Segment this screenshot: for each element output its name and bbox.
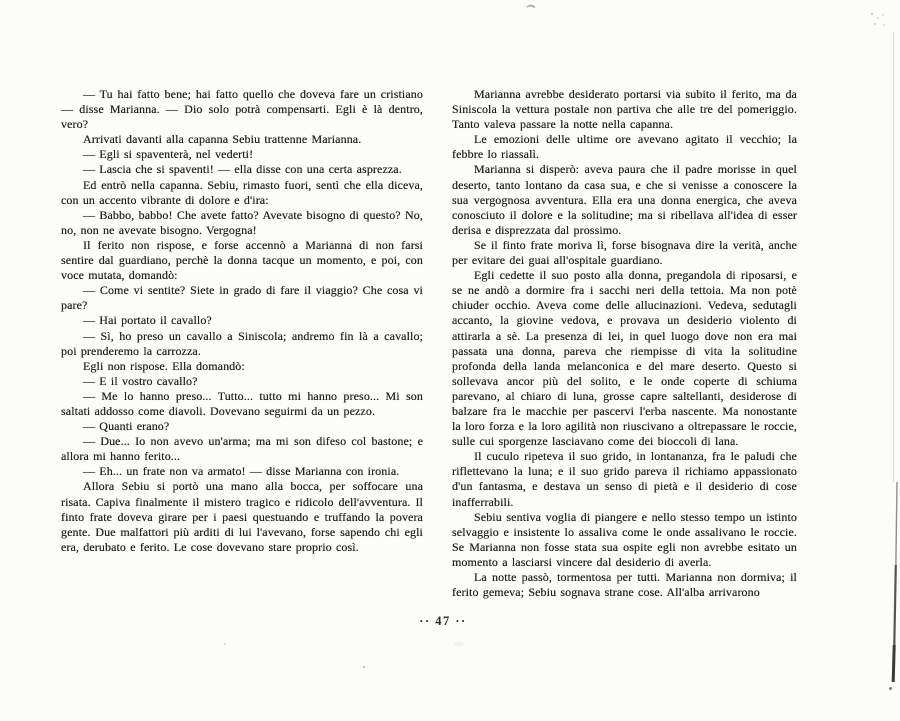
paragraph: — Hai portato il cavallo? <box>83 313 212 328</box>
scan-edge-streak <box>894 565 896 650</box>
text-column-right <box>452 87 797 600</box>
paragraph: — Tu hai fatto bene; hai fatto quello che doveva fare un cristiano — disse Marianna. — Dio solo potrà compensarti. Egli è là dentro, vero? <box>61 87 423 132</box>
paragraph: Allora Sebiu si portò una mano alla bocca, per soffocare una risata. Capiva finalmente il mistero tragico e ridicolo dell'avventura. Il finto frate doveva girare per i paesi questuando e truffando la povera gente. Due malfattori più arditi di lui l'avevano, forse sapendo chi egli era, derubato e ferito. Le cose dovevano stare proprio così. <box>61 479 423 554</box>
paragraph: — Sì, ho preso un cavallo a Siniscola; andremo fin là a cavallo; poi prenderemo la carrozza. <box>61 328 423 358</box>
text-column-left <box>61 87 423 555</box>
paragraph: — Egli si spaventerà, nel vederti! <box>83 147 254 162</box>
paragraph: Se il finto frate moriva lì, forse bisognava dire la verità, anche per evitare dei guai all'ospitale guardiano. <box>452 237 797 268</box>
paragraph: Marianna avrebbe desiderato portarsi via subito il ferito, ma da Siniscola la vettura postale non partiva che alle tre del pomeriggio. Tanto valeva passare la notte nella capanna. <box>452 87 797 132</box>
paragraph: — Quanti erano? <box>83 419 170 434</box>
paragraph: — Due... Io non avevo un'arma; ma mi son difeso col bastone; e allora mi hanno ferito... <box>61 434 423 464</box>
paragraph: — Eh... un frate non va armato! — disse Marianna con ironia. <box>83 464 400 479</box>
scan-blob <box>454 642 464 647</box>
scan-edge-streak <box>893 645 894 682</box>
paragraph: — Me lo hanno preso... Tutto... tutto mi hanno preso... Mi son saltati addosso come diavoli. Dovevano seguirmi da un pezzo. <box>61 388 423 418</box>
paragraph: — Come vi sentite? Siete in grado di fare il viaggio? Che cosa vi pare? <box>61 283 423 313</box>
scan-speck <box>363 666 365 668</box>
scan-speck <box>224 643 226 645</box>
paragraph: Marianna si disperò: aveva paura che il padre morisse in quel deserto, tanto lontano da casa sua, e che si venisse a conoscere la sua vergognosa avventura. Ella era una donna energica, che aveva conosciuto il dolore e la solitudine; ma si ribellava all'idea di esser derisa e disprezzata dal prossimo. <box>452 162 797 237</box>
paragraph: Egli non rispose. Ella domandò: <box>83 358 245 373</box>
paragraph: Ed entrò nella capanna. Sebiu, rimasto fuori, sentì che ella diceva, con un accento vibrante di dolore e d'ira: <box>61 177 423 207</box>
paragraph: — Lascia che si spaventi! — ella disse con una certa asprezza. <box>83 162 402 177</box>
paragraph: La notte passò, tormentosa per tutti. Marianna non dormiva; il ferito gemeva; Sebiu sognava strane cose. All'alba arrivarono <box>452 570 797 600</box>
scan-smudge <box>527 6 535 8</box>
paragraph: Le emozioni delle ultime ore avevano agitato il vecchio; la febbre lo riassalì. <box>452 132 797 162</box>
scan-dot <box>889 687 892 690</box>
paragraph: Il cuculo ripeteva il suo grido, in lontananza, fra le paludi che riflettevano la luna; e il suo grido pareva il richiamo appassionato d'un fantasma, e destava un senso di pietà e il desiderio di cose inafferrabili. <box>452 449 797 509</box>
paragraph: Sebiu sentiva voglia di piangere e nello stesso tempo un istinto selvaggio e insistente lo assaliva come le onde assalivano le roccie. Se Marianna non fosse stata sua ospite egli non avrebbe esitato un momento a lasciarsi vincere dal desiderio di averla. <box>452 509 797 569</box>
paragraph: Arrivati davanti alla capanna Sebiu trattenne Marianna. <box>83 132 362 147</box>
page-number: ·· 47 ·· <box>419 614 467 628</box>
paragraph: — Babbo, babbo! Che avete fatto? Avevate bisogno di questo? No, no, non ne avevate bisogno. Vergogna! <box>61 207 423 237</box>
scan-edge-streak <box>896 482 897 570</box>
paragraph: — E il vostro cavallo? <box>83 373 198 388</box>
scan-speckles-top-right <box>871 13 885 26</box>
paragraph: Egli cedette il suo posto alla donna, pregandola di riposarsi, e se ne andò a dormire fra i sacchi neri della tettoia. Ma non potè chiuder occhio. Aveva come delle allucinazioni. Vedeva, sedutagli accanto, la giovine vedova, e provava un desiderio violento di attirarla a sè. La presenza di lei, in quel luogo dove non era mai passata una donna, pareva che riempisse di vita la solitudine profonda della landa melanconica e del mare deserto. Questo si sollevava ancor più del solito, e le onde coperte di schiuma parevano, al chiaro di luna, grosse capre saltellanti, desiderose di balzare fra le macchie per pascervi l'erba nascente. Ma nonostante la loro forza e la loro agilità non riuscivano a oltrepassare le roccie, sulle cui sporgenze lasciavano come dei bioccoli di lana. <box>452 268 797 449</box>
paragraph: Il ferito non rispose, e forse accennò a Marianna di non farsi sentire dal guardiano, perchè la donna tacque un momento, e poi, con voce mutata, domandò: <box>61 237 423 283</box>
